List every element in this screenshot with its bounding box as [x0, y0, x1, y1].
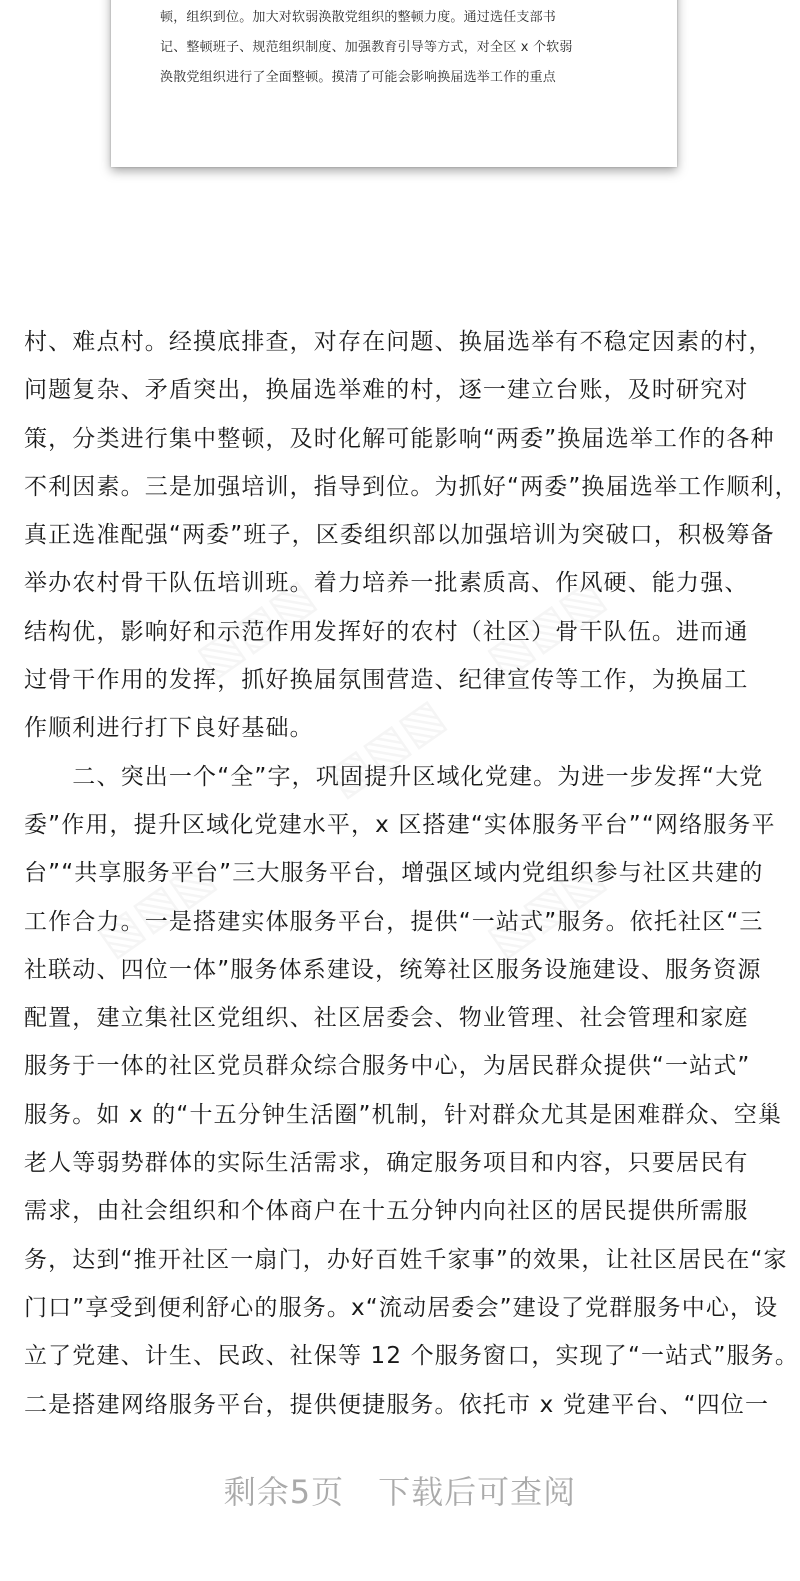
- remaining-pages-label: 剩余5页: [223, 1473, 345, 1511]
- body-line: 作顺利进行打下良好基础。: [24, 715, 314, 742]
- body-line: 立了党建、计生、民政、社保等 12 个服务窗口，实现了“一站式”服务。: [24, 1343, 799, 1370]
- body-line: 结构优，影响好和示范作用发挥好的农村（社区）骨干队伍。进而通: [24, 618, 749, 645]
- body-line: 老人等弱势群体的实际生活需求，确定服务项目和内容，只要居民有: [24, 1150, 749, 1177]
- body-line: 社联动、四位一体”服务体系建设，统筹社区服务设施建设、服务资源: [24, 956, 762, 983]
- watermark: ▧▧▧: [316, 687, 455, 807]
- preview-line: 涣散党组织进行了全面整顿。摸清了可能会影响换届选举工作的重点: [160, 70, 557, 85]
- preview-line: 记、整顿班子、规范组织制度、加强教育引导等方式，对全区 x 个软弱: [160, 40, 573, 55]
- body-line: 工作合力。一是搭建实体服务平台，提供“一站式”服务。依托社区“三: [24, 908, 764, 935]
- preview-page-card: [111, 0, 677, 167]
- body-line: 策，分类进行集中整顿，及时化解可能影响“两委”换届选举工作的各种: [24, 425, 775, 452]
- watermark: ▧▧▧: [476, 567, 615, 687]
- watermark: ▧▧▧: [476, 847, 615, 967]
- body-line: 真正选准配强“两委”班子，区委组织部以加强培训为突破口，积极筹备: [24, 522, 775, 549]
- body-line: 二是搭建网络服务平台，提供便捷服务。依托市 x 党建平台、“四位一: [24, 1391, 770, 1418]
- body-line: 配置，建立集社区党组织、社区居委会、物业管理、社会管理和家庭: [24, 1005, 749, 1032]
- download-prompt[interactable]: [0, 1467, 800, 1513]
- body-line: 台”“共享服务平台”三大服务平台，增强区域内党组织参与社区共建的: [24, 860, 764, 887]
- body-line: 需求，由社会组织和个体商户在十五分钟内向社区的居民提供所需服: [24, 1198, 749, 1225]
- body-line: 村、难点村。经摸底排查，对存在问题、换届选举有不稳定因素的村，: [24, 329, 773, 355]
- body-line: 问题复杂、矛盾突出，换届选举难的村，逐一建立台账，及时研究对: [24, 377, 749, 404]
- body-line: 务，达到“推开社区一扇门，办好百姓千家事”的效果，让社区居民在“家: [24, 1246, 788, 1273]
- download-to-view-label: 下载后可查阅: [378, 1473, 577, 1511]
- document-body: [24, 318, 799, 1429]
- watermark: ▧▧▧: [86, 847, 225, 967]
- body-line: 过骨干作用的发挥，抓好换届氛围营造、纪律宣传等工作，为换届工: [24, 667, 749, 694]
- body-line: 不利因素。三是加强培训，指导到位。为抓好“两委”换届选举工作顺利，: [24, 473, 799, 500]
- preview-line: 顿，组织到位。加大对软弱涣散党组织的整顿力度。通过选任支部书: [160, 10, 557, 25]
- body-line: 委”作用，提升区域化党建水平，x 区搭建“实体服务平台”“网络服务平: [24, 811, 776, 838]
- watermark: ▧▧▧: [186, 567, 325, 687]
- body-line: 门口”享受到便利舒心的服务。x“流动居委会”建设了党群服务中心，设: [24, 1294, 779, 1321]
- body-line: 举办农村骨干队伍培训班。着力培养一批素质高、作风硬、能力强、: [24, 570, 749, 597]
- preview-page-text: [160, 3, 640, 93]
- body-line: 服务于一体的社区党员群众综合服务中心，为居民群众提供“一站式”: [24, 1053, 751, 1080]
- body-line: 二、突出一个“全”字，巩固提升区域化党建。为进一步发挥“大党: [24, 763, 764, 790]
- body-line: 服务。如 x 的“十五分钟生活圈”机制，针对群众尤其是困难群众、空巢: [24, 1101, 783, 1128]
